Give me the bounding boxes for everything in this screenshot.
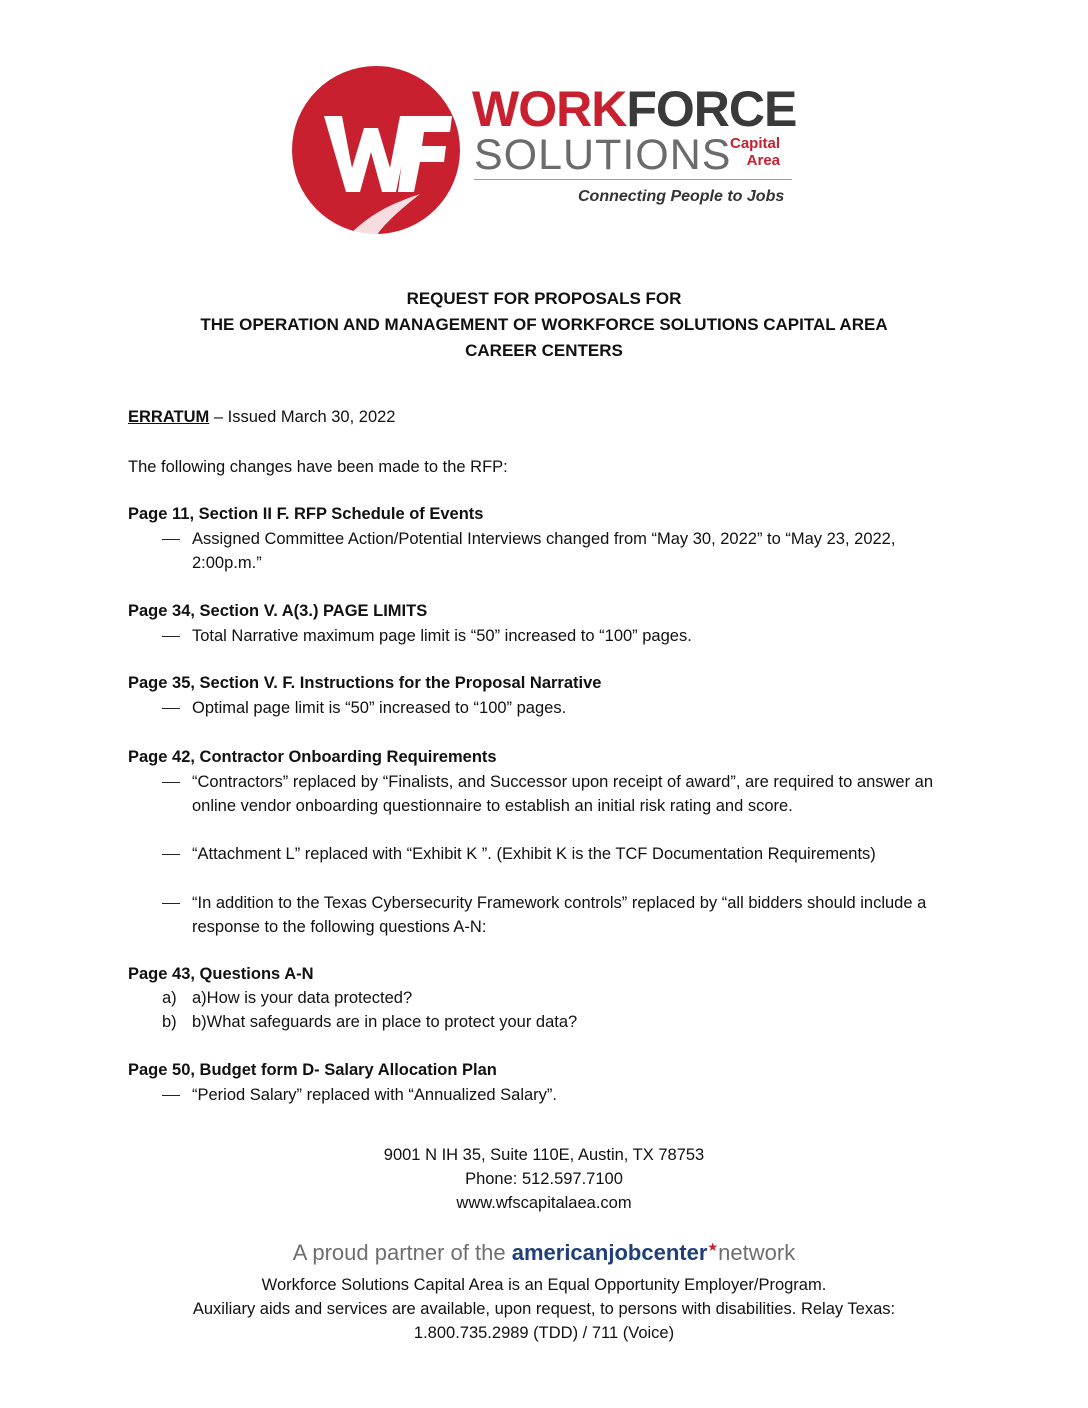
section-item: “Attachment L” replaced with “Exhibit K ”. (Exhibit K is the TCF Documentation Requirements) bbox=[192, 845, 876, 863]
workforce-solutions-logo bbox=[290, 64, 810, 236]
document-title bbox=[0, 286, 1088, 364]
erratum-issued-date: – Issued March 30, 2022 bbox=[209, 408, 396, 426]
dash-bullet bbox=[162, 539, 180, 540]
section-item: Assigned Committee Action/Potential Interviews changed from “May 30, 2022” to “May 23, 2022, 2:00p.m.” bbox=[192, 530, 896, 572]
footer-phone: Phone: 512.597.7100 bbox=[465, 1170, 623, 1188]
logo-solutions-text: SOLUTIONS bbox=[474, 131, 732, 179]
section-item: “In addition to the Texas Cybersecurity Framework controls” replaced by “all bidders should include a response to the following questions A-N: bbox=[192, 894, 927, 936]
ajc-partner-line: A proud partner of the americanjobcenter★network bbox=[292, 1240, 796, 1265]
footer-website[interactable]: www.wfscapitalaea.com bbox=[456, 1194, 632, 1212]
erratum-label: ERRATUM bbox=[128, 408, 210, 426]
footer-aux: Auxiliary aids and services are available, upon request, to persons with disabilities. Relay Texas: bbox=[192, 1300, 896, 1318]
intro-text: The following changes have been made to the RFP: bbox=[128, 458, 508, 476]
section-item: “Period Salary” replaced with “Annualized Salary”. bbox=[192, 1086, 557, 1104]
dash-bullet bbox=[162, 903, 180, 904]
lettered-item: b)What safeguards are in place to protect your data? bbox=[192, 1013, 578, 1031]
title-line-3: CAREER CENTERS bbox=[465, 341, 623, 360]
section-heading: Page 50, Budget form D- Salary Allocation Plan bbox=[128, 1061, 497, 1079]
dash-bullet bbox=[162, 782, 180, 783]
section-heading: Page 42, Contractor Onboarding Requirements bbox=[128, 748, 497, 766]
logo-capital-area: Capital Area bbox=[730, 135, 781, 169]
lettered-marker: a) bbox=[162, 989, 177, 1007]
title-line-1: REQUEST FOR PROPOSALS FOR bbox=[406, 289, 682, 308]
section-heading: Page 43, Questions A-N bbox=[128, 965, 314, 983]
dash-bullet bbox=[162, 636, 180, 637]
logo-workforce-text: WORKFORCE bbox=[472, 81, 797, 137]
footer-eeo: Workforce Solutions Capital Area is an Equal Opportunity Employer/Program. bbox=[261, 1276, 827, 1294]
logo-tagline: Connecting People to Jobs bbox=[578, 188, 785, 205]
section-item: “Contractors” replaced by “Finalists, and Successor upon receipt of award”, are required to answer an online vendor onboarding questionnaire to establish an initial risk rating and score. bbox=[192, 773, 934, 815]
section-item: Total Narrative maximum page limit is “50” increased to “100” pages. bbox=[192, 627, 692, 645]
section-heading: Page 35, Section V. F. Instructions for the Proposal Narrative bbox=[128, 674, 602, 692]
section-heading: Page 11, Section II F. RFP Schedule of Events bbox=[128, 505, 484, 523]
lettered-marker: b) bbox=[162, 1013, 177, 1031]
dash-bullet bbox=[162, 854, 180, 855]
title-line-2: THE OPERATION AND MANAGEMENT OF WORKFORCE SOLUTIONS CAPITAL AREA bbox=[200, 315, 888, 334]
erratum-line bbox=[128, 405, 395, 429]
wf-circle-emblem bbox=[290, 64, 470, 236]
footer-address: 9001 N IH 35, Suite 110E, Austin, TX 78753 bbox=[383, 1146, 705, 1164]
star-icon: ★ bbox=[707, 1240, 719, 1254]
section-heading: Page 34, Section V. A(3.) PAGE LIMITS bbox=[128, 602, 428, 620]
section-item: Optimal page limit is “50” increased to “100” pages. bbox=[192, 699, 567, 717]
footer-relay: 1.800.735.2989 (TDD) / 711 (Voice) bbox=[413, 1324, 675, 1342]
logo-divider bbox=[474, 179, 792, 180]
lettered-item: a)How is your data protected? bbox=[192, 989, 413, 1007]
dash-bullet bbox=[162, 708, 180, 709]
dash-bullet bbox=[162, 1095, 180, 1096]
